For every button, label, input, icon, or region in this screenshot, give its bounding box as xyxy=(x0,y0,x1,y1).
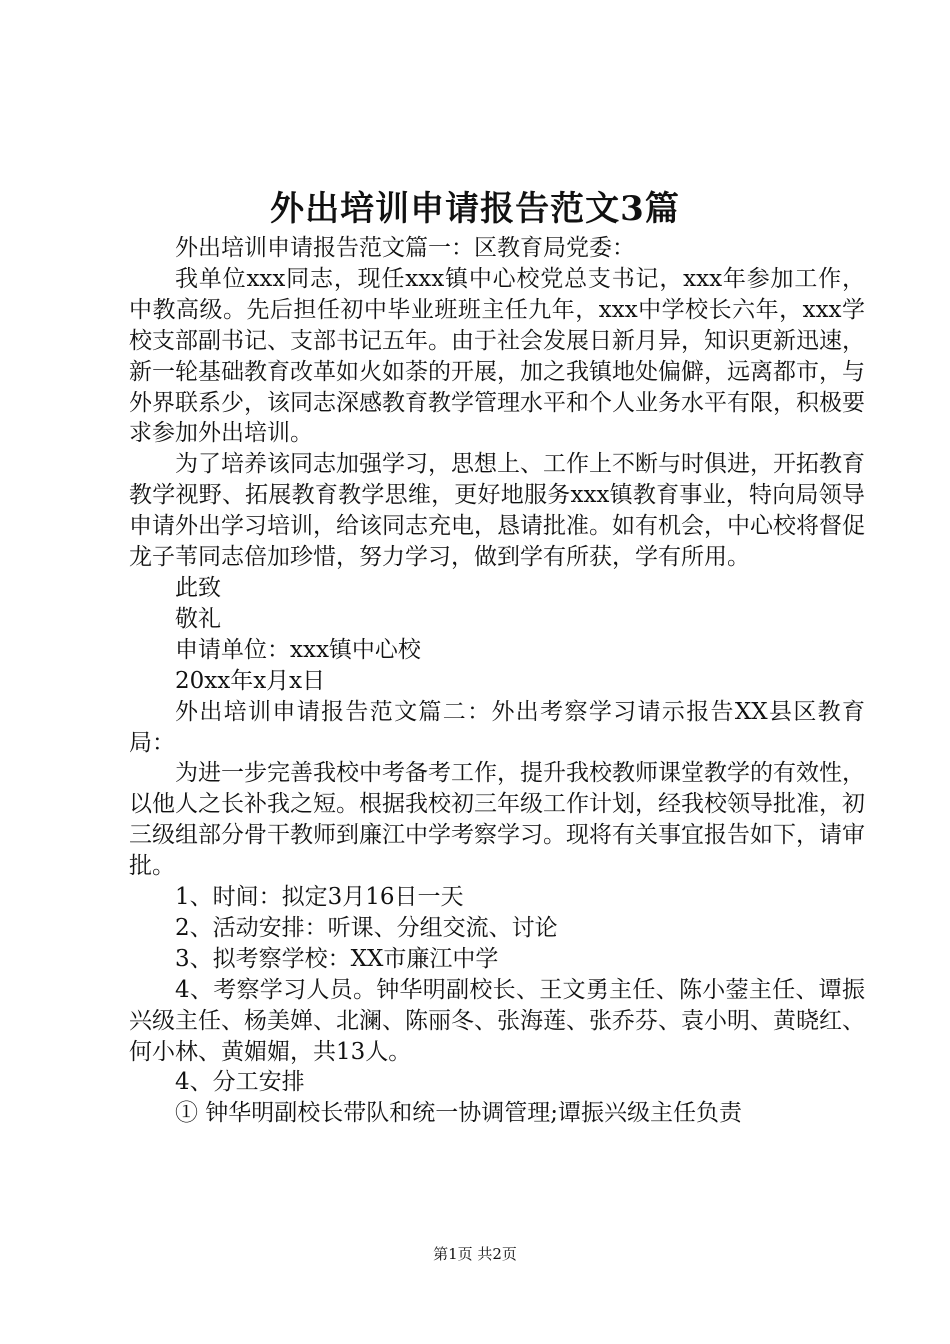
paragraph: ① 钟华明副校长带队和统一协调管理;谭振兴级主任负责 xyxy=(175,1100,743,1127)
page-footer: 第1页 共2页 xyxy=(433,1245,517,1263)
paragraph: 我单位xxx同志，现任xxx镇中心校党总支书记，xxx年参加工作，中教高级。先后担任初中毕业班班主任九年，xxx中学校长六年，xxx学校支部副书记、支部书记五年。由于社会发展日新月异，知识更新迅速，新一轮基础教育改革如火如荼的开展，加之我镇地处偏僻，远离都市，与外界联系少，该同志深感教育教学管理水平和个人业务水平有限，积极要求参加外出培训。 xyxy=(129,265,865,447)
paragraph: 此致 xyxy=(175,574,221,601)
paragraph: 申请单位：xxx镇中心校 xyxy=(175,636,421,663)
document-title: 外出培训申请报告范文3篇 xyxy=(270,189,680,229)
paragraph: 敬礼 xyxy=(175,605,221,632)
paragraph: 外出培训申请报告范文篇一：区教育局党委： xyxy=(175,235,635,261)
document-body xyxy=(129,233,865,1129)
paragraph: 3、拟考察学校：XX市廉江中学 xyxy=(175,945,499,972)
paragraph: 为进一步完善我校中考备考工作，提升我校教师课堂教学的有效性，以他人之长补我之短。根据我校初三年级工作计划，经我校领导批准，初三级组部分骨干教师到廉江中学考察学习。现将有关事宜报告如下，请审批。 xyxy=(129,760,865,880)
paragraph: 4、考察学习人员。钟华明副校长、王文勇主任、陈小蓥主任、谭振兴级主任、杨美婵、北澜、陈丽冬、张海莲、张乔芬、袁小明、黄晓红、何小林、黄媚媚，共13人。 xyxy=(129,976,865,1065)
paragraph: 为了培养该同志加强学习，思想上、工作上不断与时俱进，开拓教育教学视野、拓展教育教学思维，更好地服务xxx镇教育事业，特向局领导申请外出学习培训，给该同志充电，恳请批准。如有机会，中心校将督促龙子苇同志倍加珍惜，努力学习，做到学有所获，学有所用。 xyxy=(129,451,865,571)
paragraph: 4、分工安排 xyxy=(175,1069,305,1096)
paragraph: 1、时间：拟定3月16日一天 xyxy=(175,884,464,911)
paragraph: 2、活动安排：听课、分组交流、讨论 xyxy=(175,914,558,941)
paragraph: 20xx年x月x日 xyxy=(175,667,326,694)
paragraph: 外出培训申请报告范文篇二：外出考察学习请示报告XX县区教育局： xyxy=(129,698,865,756)
